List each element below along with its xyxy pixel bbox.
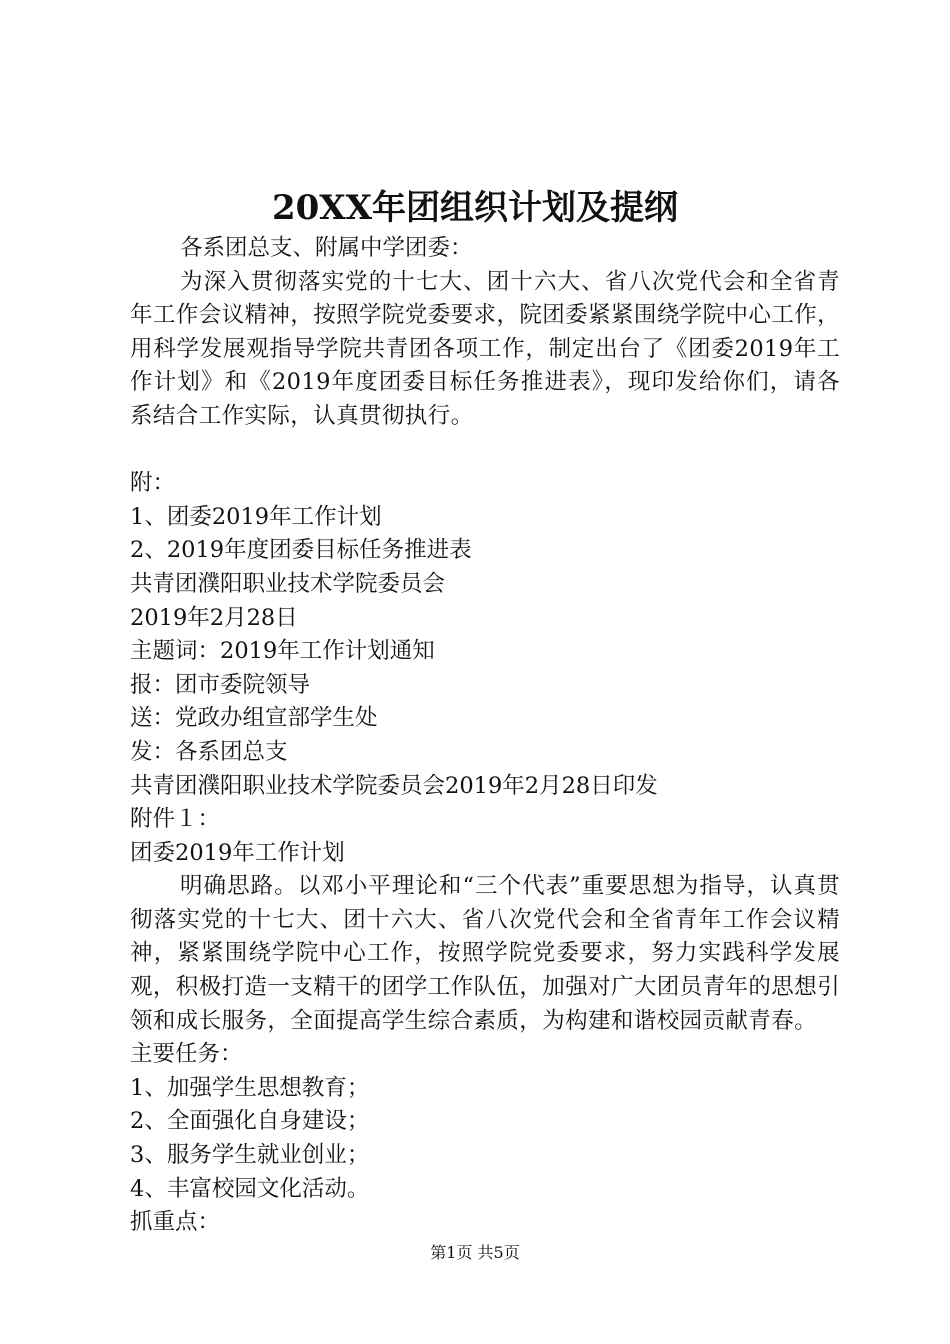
annex-title: 团委2019年工作计划: [130, 839, 345, 866]
issue-date: 2019年2月28日: [130, 604, 298, 631]
document-body: [130, 232, 840, 1240]
attachment-item-2: 2、2019年度团委目标任务推进表: [130, 537, 472, 564]
report-to-line: 报：团市委院领导: [130, 671, 311, 698]
blank-line: [130, 434, 840, 468]
issuer-name: 共青团濮阳职业技术学院委员会: [130, 570, 446, 597]
task-item-2: 2、全面强化自身建设；: [130, 1108, 370, 1135]
intro-paragraph: 为深入贯彻落实党的十七大、团十六大、省八次党代会和全省青年工作会议精神，按照学院党委要求，院团委紧紧围绕学院中心工作，用科学发展观指导学院共青团各项工作，制定出台了《团委2019年工作计划》和《2019年度团委目标任务推进表》，现印发给你们，请各系结合工作实际，认真贯彻执行。: [130, 268, 840, 429]
document-title: 20XX年团组织计划及提纲: [271, 188, 679, 228]
send-to-line: 送：党政办组宣部学生处: [130, 705, 378, 732]
task-item-1: 1、加强学生思想教育；: [130, 1074, 370, 1101]
annex-label: 附件１：: [130, 806, 221, 833]
salutation: 各系团总支、附属中学团委：: [180, 235, 473, 261]
page-footer: 第1页 共5页: [430, 1243, 520, 1262]
attachment-label: 附：: [130, 470, 176, 497]
guideline-paragraph: 明确思路。以邓小平理论和“三个代表”重要思想为指导，认真贯彻落实党的十七大、团十六大、省八次党代会和全省青年工作会议精神，紧紧围绕学院中心工作，按照学院党委要求，努力实践科学发展观，积极打造一支精干的团学工作队伍，加强对广大团员青年的思想引领和成长服务，全面提高学生综合素质，为构建和谐校园贡献青春。: [130, 873, 840, 1034]
focus-label: 抓重点：: [130, 1209, 221, 1236]
task-item-4: 4、丰富校园文化活动。: [130, 1175, 370, 1202]
attachment-item-1: 1、团委2019年工作计划: [130, 503, 382, 530]
print-line: 共青团濮阳职业技术学院委员会2019年2月28日印发: [130, 772, 658, 799]
subject-line: 主题词：2019年工作计划通知: [130, 638, 435, 665]
tasks-label: 主要任务：: [130, 1041, 243, 1068]
task-item-3: 3、服务学生就业创业；: [130, 1142, 370, 1169]
issue-to-line: 发：各系团总支: [130, 738, 288, 765]
